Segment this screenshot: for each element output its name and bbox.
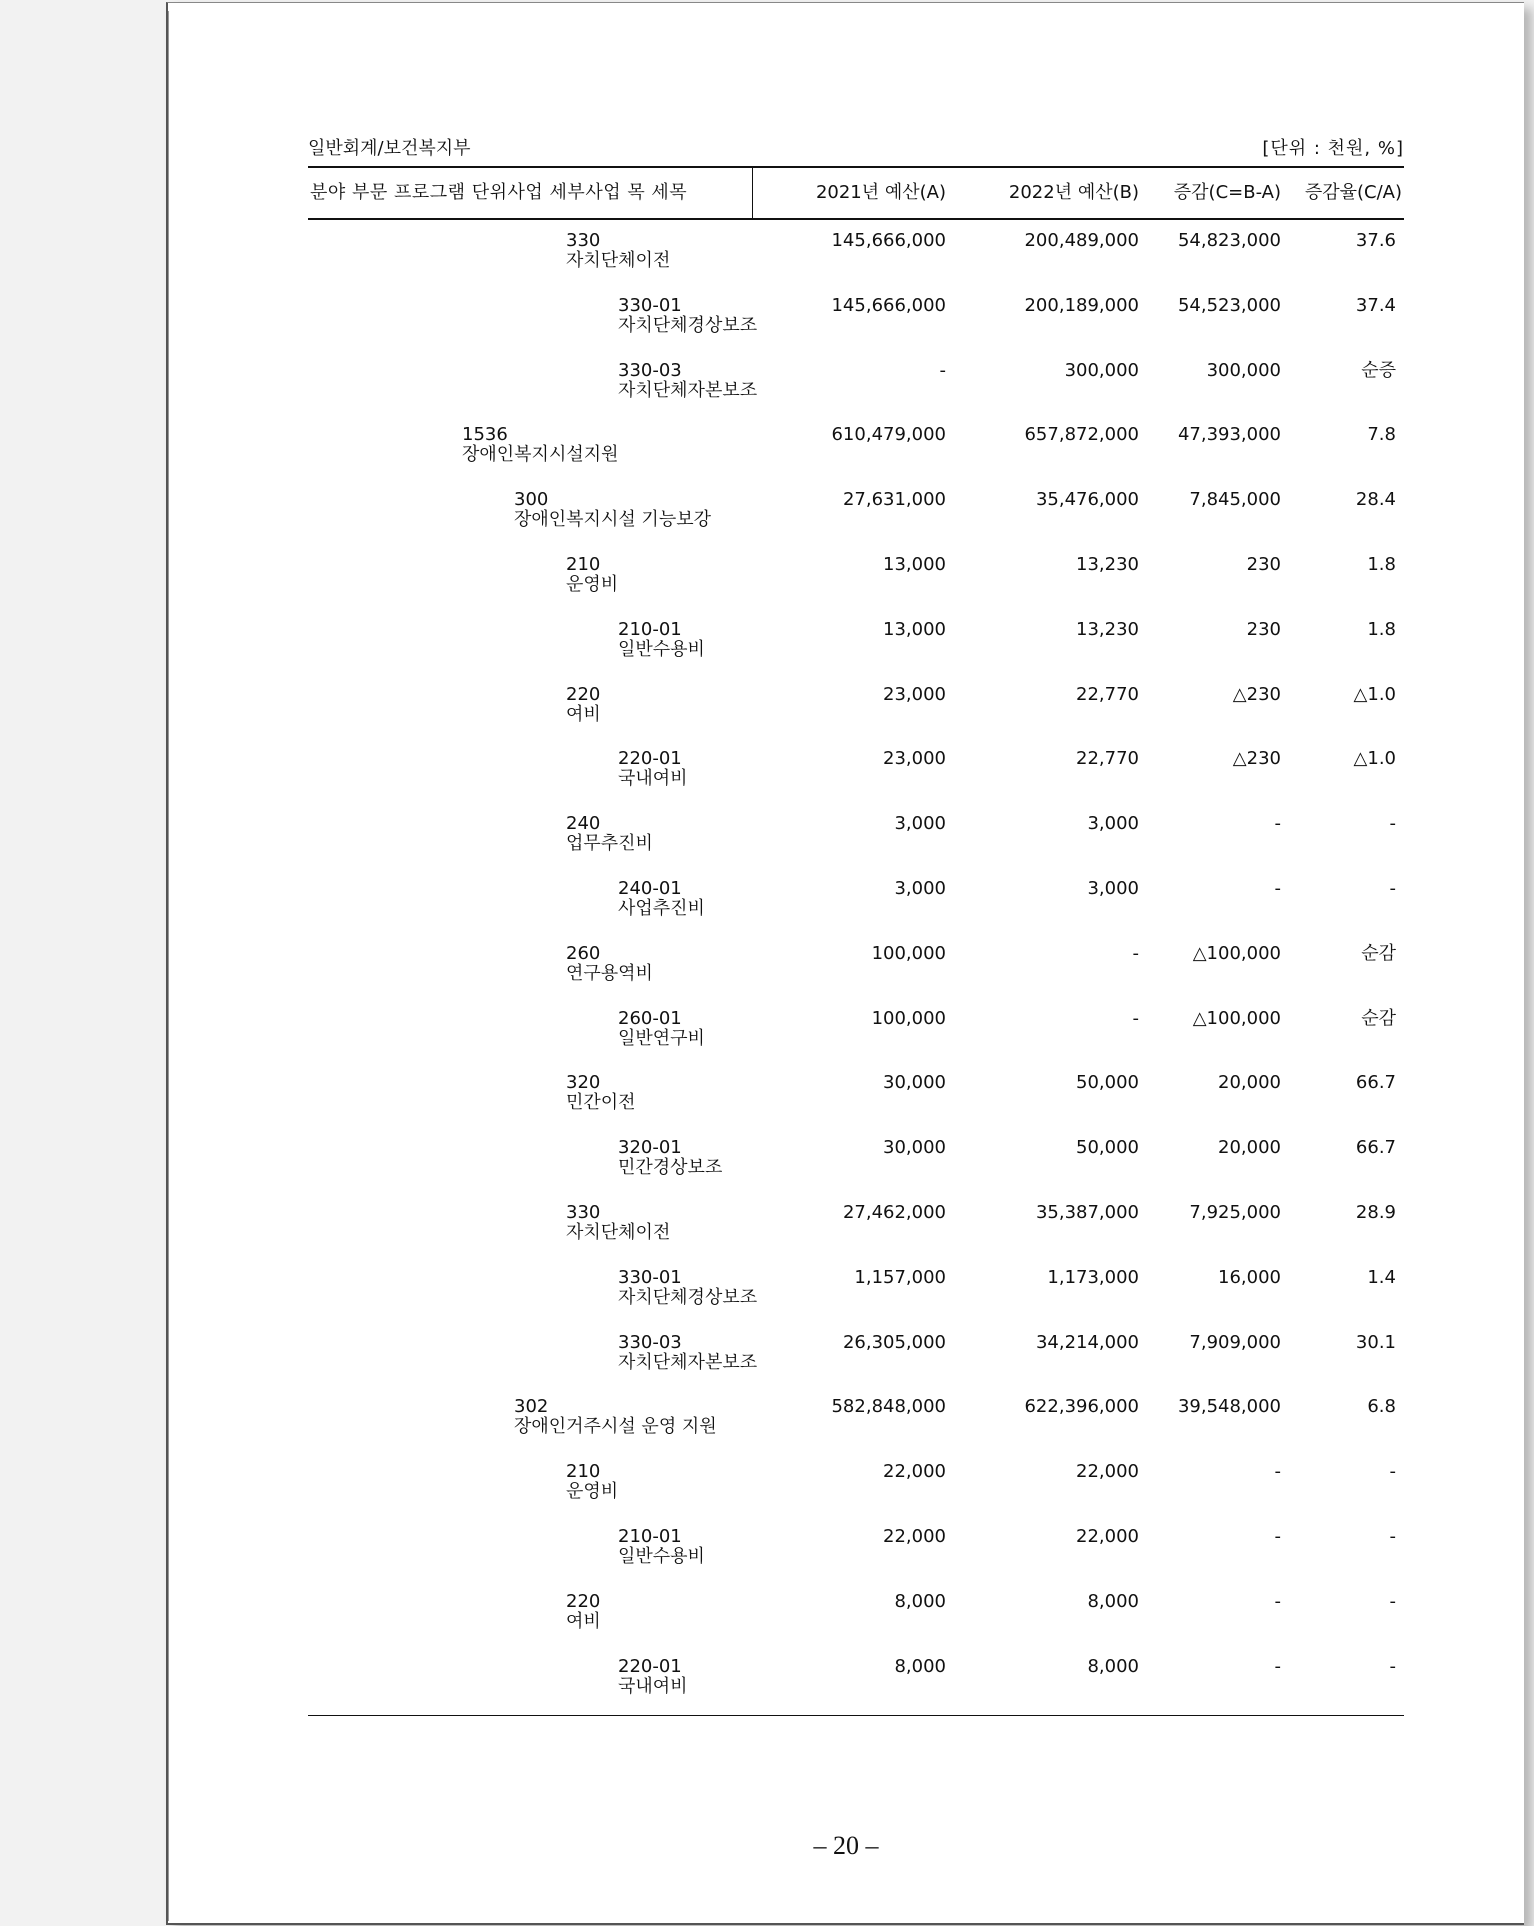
row-code: 240-01 [618,877,682,899]
table-row [308,944,1404,1009]
row-name: 장애인복지시설지원 [462,444,619,466]
value-change-rate: - [1389,1590,1396,1612]
column-header-change-rate: 증감율(C/A) [1304,182,1402,203]
value-change-rate: 순감 [1361,942,1396,964]
value-change: △100,000 [1192,1007,1281,1029]
row-name: 자치단체자본보조 [618,379,758,401]
value-2021: 1,157,000 [854,1266,946,1288]
row-name: 여비 [566,703,601,725]
value-2022: 22,000 [1076,1525,1139,1547]
value-2021: 100,000 [871,1007,946,1029]
value-change: 20,000 [1218,1072,1281,1094]
column-header-change: 증감(C=B-A) [1173,182,1281,203]
value-change: △230 [1232,748,1281,770]
row-label [462,425,619,465]
column-header-2022: 2022년 예산(B) [1008,182,1139,203]
value-2021: 30,000 [883,1072,946,1094]
table-body [308,220,1404,1715]
value-2021: 8,000 [894,1590,946,1612]
value-2021: 27,631,000 [842,489,946,511]
row-name: 사업추진비 [618,897,705,919]
value-2022: 50,000 [1076,1072,1139,1094]
table-row [308,555,1404,620]
value-change: 7,909,000 [1189,1331,1281,1353]
table-row [308,685,1404,750]
value-change-rate: - [1389,1655,1396,1677]
table-row [308,1203,1404,1268]
value-2021: 13,000 [883,553,946,575]
value-change-rate: 순감 [1361,1007,1396,1029]
row-code: 240 [566,813,601,835]
row-label [618,361,757,401]
value-2022: 35,387,000 [1035,1201,1139,1223]
row-label [566,1073,636,1113]
value-2021: 30,000 [883,1137,946,1159]
value-2021: 23,000 [883,748,946,770]
row-code: 210 [566,553,601,575]
row-label [566,1592,601,1632]
table-row [308,231,1404,296]
value-2022: 50,000 [1076,1137,1139,1159]
table-bottom-rule [308,1715,1404,1716]
budget-table [308,166,1404,1715]
value-2022: 200,489,000 [1024,230,1139,251]
row-name: 여비 [566,1610,601,1632]
table-row [308,814,1404,879]
value-change: 54,523,000 [1177,294,1281,316]
value-2022: 8,000 [1087,1655,1139,1677]
row-name: 자치단체이전 [566,250,671,271]
table-row [308,1333,1404,1398]
row-code: 330 [566,230,601,251]
value-2021: - [939,359,946,381]
value-change-rate: 순증 [1361,359,1396,381]
value-change: 7,925,000 [1189,1201,1281,1223]
value-change: 20,000 [1218,1137,1281,1159]
value-2022: 200,189,000 [1024,294,1139,316]
row-name: 장애인복지시설 기능보강 [514,509,711,531]
column-divider [752,168,753,218]
value-change: - [1274,877,1281,899]
row-name: 운영비 [566,573,619,595]
value-2021: 582,848,000 [831,1396,946,1418]
value-change: 47,393,000 [1177,424,1281,446]
row-label [618,1527,705,1567]
row-name: 연구용역비 [566,962,653,984]
page-edge-shadow [168,11,175,1921]
table-row [308,425,1404,490]
value-2022: 300,000 [1064,359,1139,381]
value-change-rate: 1.8 [1367,553,1396,575]
row-name: 민간경상보조 [618,1157,723,1179]
value-change: 230 [1246,553,1281,575]
value-2021: 145,666,000 [831,230,946,251]
value-2022: 13,230 [1076,618,1139,640]
value-change: 54,823,000 [1177,230,1281,251]
page-number: – 20 – [813,1831,879,1860]
row-name: 자치단체이전 [566,1221,671,1243]
value-change-rate: △1.0 [1353,748,1396,770]
row-code: 260-01 [618,1007,682,1029]
column-header-label: 분야 부문 프로그램 단위사업 세부사업 목 세목 [310,182,688,203]
row-name: 일반연구비 [618,1027,705,1049]
table-row [308,296,1404,361]
value-change: - [1274,1525,1281,1547]
value-2022: 3,000 [1087,813,1139,835]
value-change-rate: 28.9 [1355,1201,1396,1223]
table-row [308,361,1404,426]
value-change: - [1274,1590,1281,1612]
value-change-rate: 37.6 [1355,230,1396,251]
value-change: △100,000 [1192,942,1281,964]
row-label [514,1397,717,1437]
value-change-rate: 1.4 [1367,1266,1396,1288]
value-change: △230 [1232,683,1281,705]
row-label [566,944,653,984]
value-change-rate: 6.8 [1367,1396,1396,1418]
table-row [308,1397,1404,1462]
value-change-rate: 66.7 [1355,1072,1396,1094]
row-code: 220 [566,683,601,705]
value-2021: 22,000 [883,1461,946,1483]
row-code: 210-01 [618,1525,682,1547]
value-change-rate: - [1389,1525,1396,1547]
table-row [308,1268,1404,1333]
row-code: 330-03 [618,1331,682,1353]
unit-label: [단위 : 천원, %] [1262,138,1404,159]
table-row [308,1592,1404,1657]
column-header-2021: 2021년 예산(A) [815,182,946,203]
row-label [566,231,670,271]
table-row [308,1009,1404,1074]
row-code: 330-01 [618,1266,682,1288]
row-name: 업무추진비 [566,833,653,855]
value-change-rate: 28.4 [1355,489,1396,511]
value-2022: 22,000 [1076,1461,1139,1483]
row-code: 302 [514,1396,549,1418]
value-change-rate: △1.0 [1353,683,1396,705]
table-row [308,620,1404,685]
value-2022: 1,173,000 [1047,1266,1139,1288]
value-change-rate: 30.1 [1355,1331,1396,1353]
row-name: 자치단체자본보조 [618,1351,758,1373]
value-2021: 26,305,000 [842,1331,946,1353]
row-code: 260 [566,942,601,964]
value-change: 39,548,000 [1177,1396,1281,1418]
value-2022: 8,000 [1087,1590,1139,1612]
table-row [308,1657,1404,1722]
value-2021: 13,000 [883,618,946,640]
row-name: 일반수용비 [618,1545,705,1567]
value-2022: 22,770 [1076,683,1139,705]
value-change: - [1274,1461,1281,1483]
value-change: 230 [1246,618,1281,640]
table-header-info [308,135,1404,163]
row-code: 220-01 [618,1655,682,1677]
row-code: 1536 [462,424,508,446]
value-2021: 8,000 [894,1655,946,1677]
value-2021: 23,000 [883,683,946,705]
value-2021: 27,462,000 [842,1201,946,1223]
row-name: 민간이전 [566,1092,636,1114]
row-label [566,555,618,595]
table-row [308,1073,1404,1138]
row-label [566,814,653,854]
value-2021: 3,000 [894,877,946,899]
row-code: 330-01 [618,294,682,316]
row-code: 300 [514,489,549,511]
row-name: 장애인거주시설 운영 지원 [514,1416,717,1438]
value-change: 300,000 [1206,359,1281,381]
row-label [618,620,705,660]
row-code: 210 [566,1461,601,1483]
row-code: 220-01 [618,748,682,770]
document-page [166,2,1524,1925]
value-2022: - [1132,1007,1139,1029]
row-label [618,296,757,336]
value-2022: 657,872,000 [1024,424,1139,446]
row-code: 220 [566,1590,601,1612]
value-2022: 35,476,000 [1035,489,1139,511]
value-change: - [1274,813,1281,835]
value-2021: 145,666,000 [831,294,946,316]
row-code: 320 [566,1072,601,1094]
value-2021: 22,000 [883,1525,946,1547]
row-label [514,490,711,530]
row-code: 330 [566,1201,601,1223]
row-label [566,1462,618,1502]
table-row [308,490,1404,555]
value-change-rate: 7.8 [1367,424,1396,446]
row-label [618,1333,757,1373]
table-head [308,166,1404,220]
table-row [308,1462,1404,1527]
value-change: 7,845,000 [1189,489,1281,511]
value-change-rate: - [1389,877,1396,899]
row-label [566,685,601,725]
row-label [618,1138,722,1178]
row-name: 국내여비 [618,1675,688,1697]
row-label [618,1268,757,1308]
row-label [566,1203,670,1243]
row-code: 320-01 [618,1137,682,1159]
account-label: 일반회계/보건복지부 [308,138,471,159]
row-name: 자치단체경상보조 [618,1286,758,1308]
row-name: 일반수용비 [618,638,705,660]
table-row [308,879,1404,944]
value-2021: 100,000 [871,942,946,964]
value-2022: 22,770 [1076,748,1139,770]
value-2021: 3,000 [894,813,946,835]
value-2022: 622,396,000 [1024,1396,1139,1418]
table-row [308,1527,1404,1592]
table-row [308,749,1404,814]
row-name: 운영비 [566,1481,619,1503]
value-2022: 13,230 [1076,553,1139,575]
row-label [618,1009,705,1049]
value-2022: - [1132,942,1139,964]
value-2021: 610,479,000 [831,424,946,446]
value-change-rate: 37.4 [1355,294,1396,316]
row-code: 210-01 [618,618,682,640]
row-label [618,749,688,789]
value-change-rate: 66.7 [1355,1137,1396,1159]
value-change: - [1274,1655,1281,1677]
value-change-rate: - [1389,813,1396,835]
value-2022: 3,000 [1087,877,1139,899]
row-label [618,879,705,919]
value-change: 16,000 [1218,1266,1281,1288]
row-label [618,1657,688,1697]
value-2022: 34,214,000 [1035,1331,1139,1353]
value-change-rate: - [1389,1461,1396,1483]
value-change-rate: 1.8 [1367,618,1396,640]
table-row [308,1138,1404,1203]
row-name: 자치단체경상보조 [618,314,758,336]
row-code: 330-03 [618,359,682,381]
row-name: 국내여비 [618,768,688,790]
